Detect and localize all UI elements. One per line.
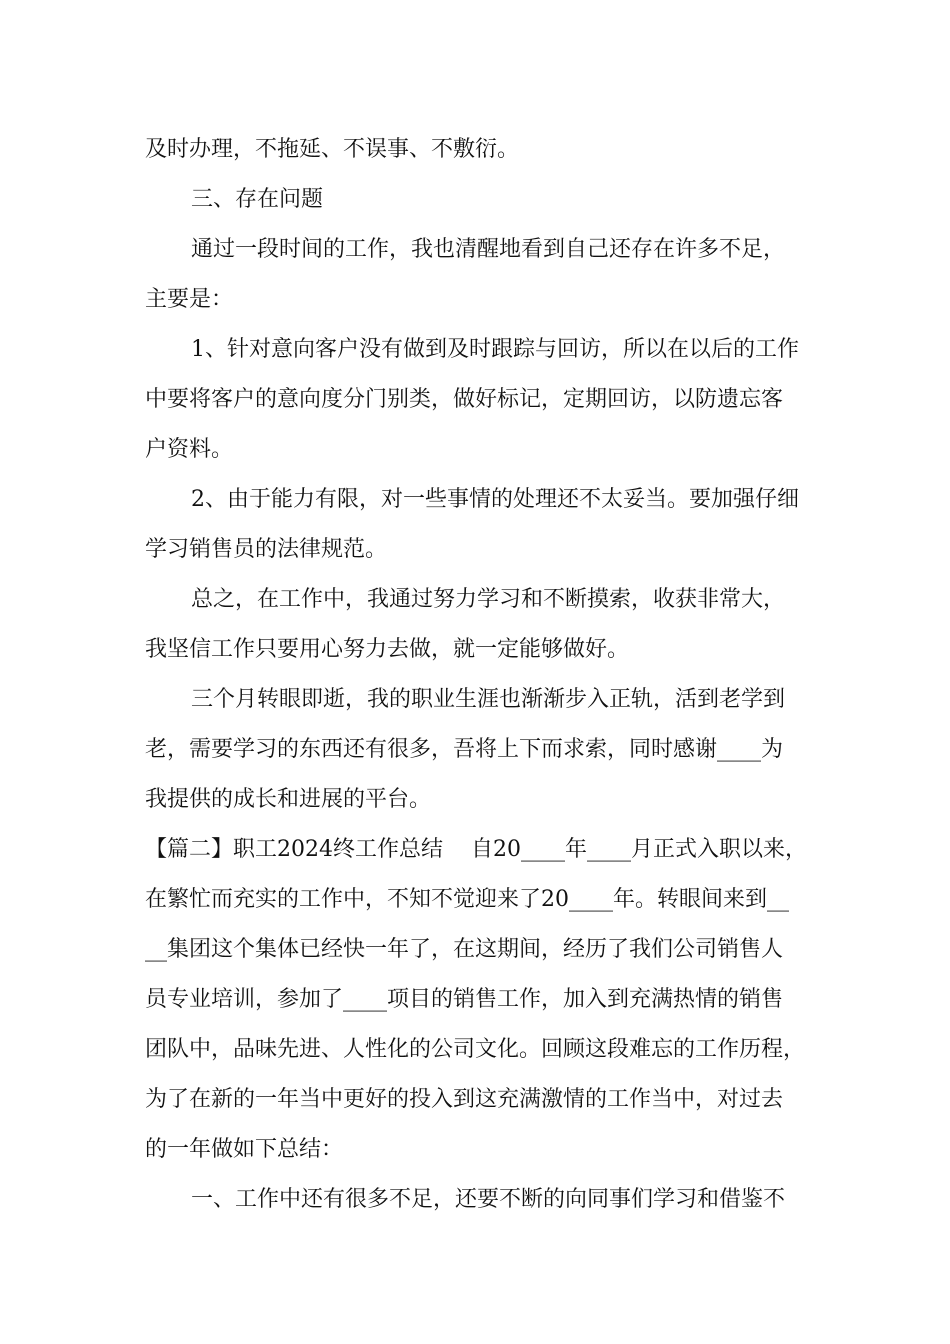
- text-line: 学习销售员的法律规范。: [145, 537, 388, 562]
- text-line: 一、工作中还有很多不足，还要不断的向同事们学习和借鉴不: [191, 1187, 786, 1212]
- text-line: 的一年做如下总结：: [145, 1137, 344, 1162]
- text-line: 老，需要学习的东西还有很多，吾将上下而求索，同时感谢____为: [145, 737, 784, 762]
- text-line: 2、由于能力有限，对一些事情的处理还不太妥当。要加强仔细: [191, 487, 799, 512]
- section-heading: 三、存在问题: [191, 187, 324, 212]
- text-line: 在繁忙而充实的工作中，不知不觉迎来了20____年。转眼间来到__: [145, 887, 789, 912]
- text-line: 中要将客户的意向度分门别类，做好标记，定期回访，以防遗忘客: [145, 387, 784, 412]
- text-line: __集团这个集体已经快一年了，在这期间，经历了我们公司销售人: [145, 937, 784, 962]
- text-line: 三个月转眼即逝，我的职业生涯也渐渐步入正轨，活到老学到: [191, 687, 786, 712]
- text-line: 员专业培训，参加了____项目的销售工作，加入到充满热情的销售: [145, 987, 784, 1012]
- text-line: 团队中，品味先进、人性化的公司文化。回顾这段难忘的工作历程，: [145, 1037, 806, 1062]
- section-title-line: 【篇二】职工2024终工作总结 自20____年____月正式入职以来，: [145, 837, 807, 862]
- text-line: 及时办理，不拖延、不误事、不敷衍。: [145, 137, 520, 162]
- text-line: 我坚信工作只要用心努力去做，就一定能够做好。: [145, 637, 630, 662]
- text-line: 为了在新的一年当中更好的投入到这充满激情的工作当中，对过去: [145, 1087, 784, 1112]
- text-line: 我提供的成长和进展的平台。: [145, 787, 432, 812]
- text-line: 户资料。: [145, 437, 234, 462]
- text-line: 通过一段时间的工作，我也清醒地看到自己还存在许多不足，: [191, 237, 786, 262]
- text-line: 总之，在工作中，我通过努力学习和不断摸索，收获非常大，: [191, 587, 786, 612]
- text-line: 1、针对意向客户没有做到及时跟踪与回访，所以在以后的工作: [191, 337, 799, 362]
- text-line: 主要是：: [145, 287, 234, 312]
